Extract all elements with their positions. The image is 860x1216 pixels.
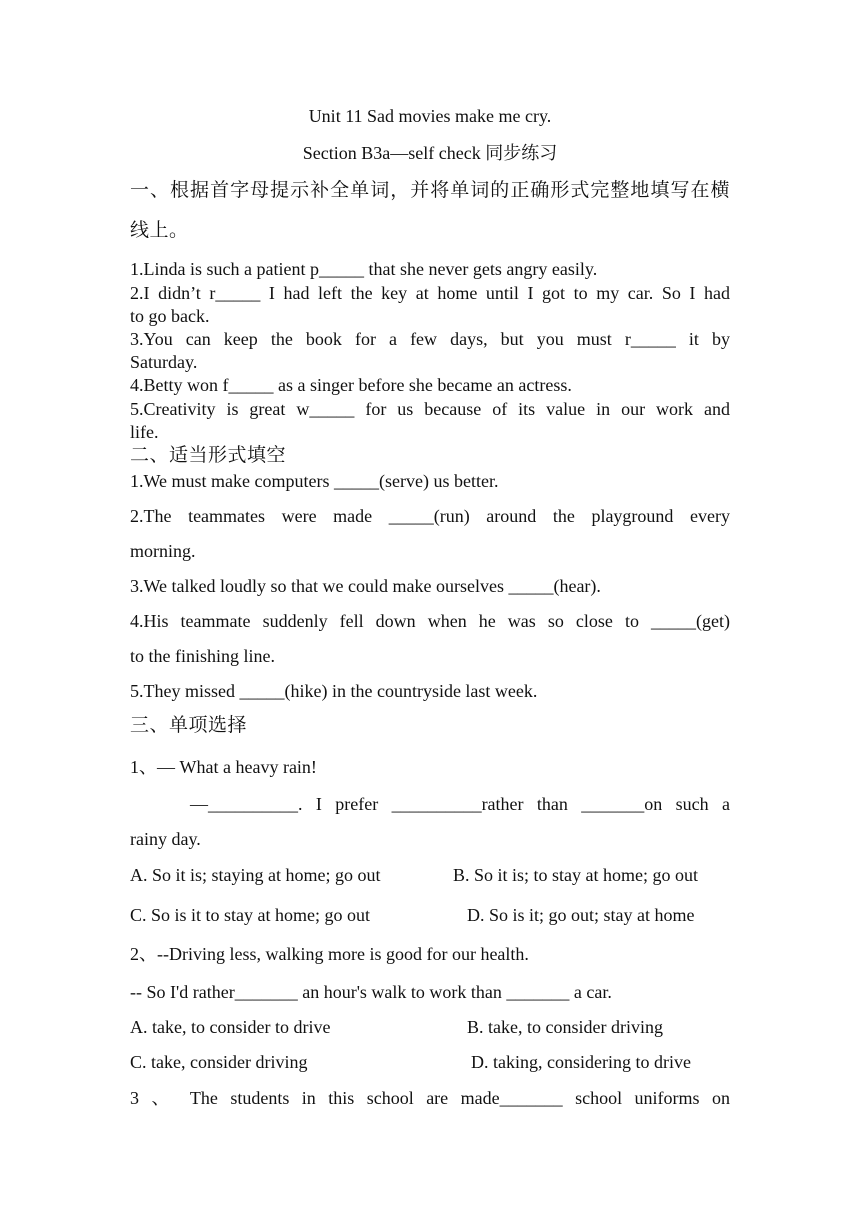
part1-question-5-line2: life. xyxy=(130,422,159,442)
part3-q1-option-d: D. So is it; go out; stay at home xyxy=(467,905,695,925)
page-subtitle: Section B3a—self check 同步练习 xyxy=(302,143,558,163)
part2-question-1: 1.We must make computers _____(serve) us better. xyxy=(130,471,499,491)
part1-heading-line1: 一、根据首字母提示补全单词，并将单词的正确形式完整地填写在横 xyxy=(130,179,730,201)
part1-question-3-line2: Saturday. xyxy=(130,352,198,372)
part3-q2-option-d: D. taking, considering to drive xyxy=(471,1052,691,1072)
part3-q1-option-b: B. So it is; to stay at home; go out xyxy=(453,865,699,885)
part1-heading-line2: 线上。 xyxy=(130,219,189,241)
part1-question-2-line1: 2.I didn’t r_____ I had left the key at home until I got to my car. So I had xyxy=(130,283,730,303)
part1-question-3-line1: 3.You can keep the book for a few days, but you must r_____ it by xyxy=(130,329,730,349)
part1-question-5-line1: 5.Creativity is great w_____ for us because of its value in our work and xyxy=(130,399,730,419)
part2-question-4-line1: 4.His teammate suddenly fell down when he was so close to _____(get) xyxy=(130,611,730,631)
part1-question-2-line2: to go back. xyxy=(130,306,210,326)
part1-question-4: 4.Betty won f_____ as a singer before she became an actress. xyxy=(130,375,572,395)
part3-q2-reply: -- So I'd rather_______ an hour's walk to work than _______ a car. xyxy=(130,982,612,1002)
part3-heading: 三、单项选择 xyxy=(130,714,248,736)
part2-question-5: 5.They missed _____(hike) in the countryside last week. xyxy=(130,681,538,701)
part3-q2-option-a: A. take, to consider to drive xyxy=(130,1017,331,1037)
part2-question-2-line2: morning. xyxy=(130,541,196,561)
part2-question-4-line2: to the finishing line. xyxy=(130,646,275,666)
part3-q1-reply-line2: rainy day. xyxy=(130,829,201,849)
part2-heading: 二、适当形式填空 xyxy=(130,444,287,466)
part3-q1-option-c: C. So is it to stay at home; go out xyxy=(130,905,371,925)
page-title: Unit 11 Sad movies make me cry. xyxy=(308,106,552,126)
part2-question-2-line1: 2.The teammates were made _____(run) around the playground every xyxy=(130,506,730,526)
part2-question-3: 3.We talked loudly so that we could make ourselves _____(hear). xyxy=(130,576,601,596)
part3-q2-option-c: C. take, consider driving xyxy=(130,1052,308,1072)
part3-q1-reply-line1: —__________. I prefer __________rather than _______on such a xyxy=(190,794,730,814)
part3-q2-stem: 2、--Driving less, walking more is good for our health. xyxy=(130,944,529,964)
part3-q1-option-a: A. So it is; staying at home; go out xyxy=(130,865,381,885)
part3-q3-stem-line1: 3 、 The students in this school are made_______ school uniforms on xyxy=(130,1088,730,1108)
part1-question-1: 1.Linda is such a patient p_____ that she never gets angry easily. xyxy=(130,259,598,279)
part3-q2-option-b: B. take, to consider driving xyxy=(467,1017,663,1037)
part3-q1-stem: 1、— What a heavy rain! xyxy=(130,757,317,777)
